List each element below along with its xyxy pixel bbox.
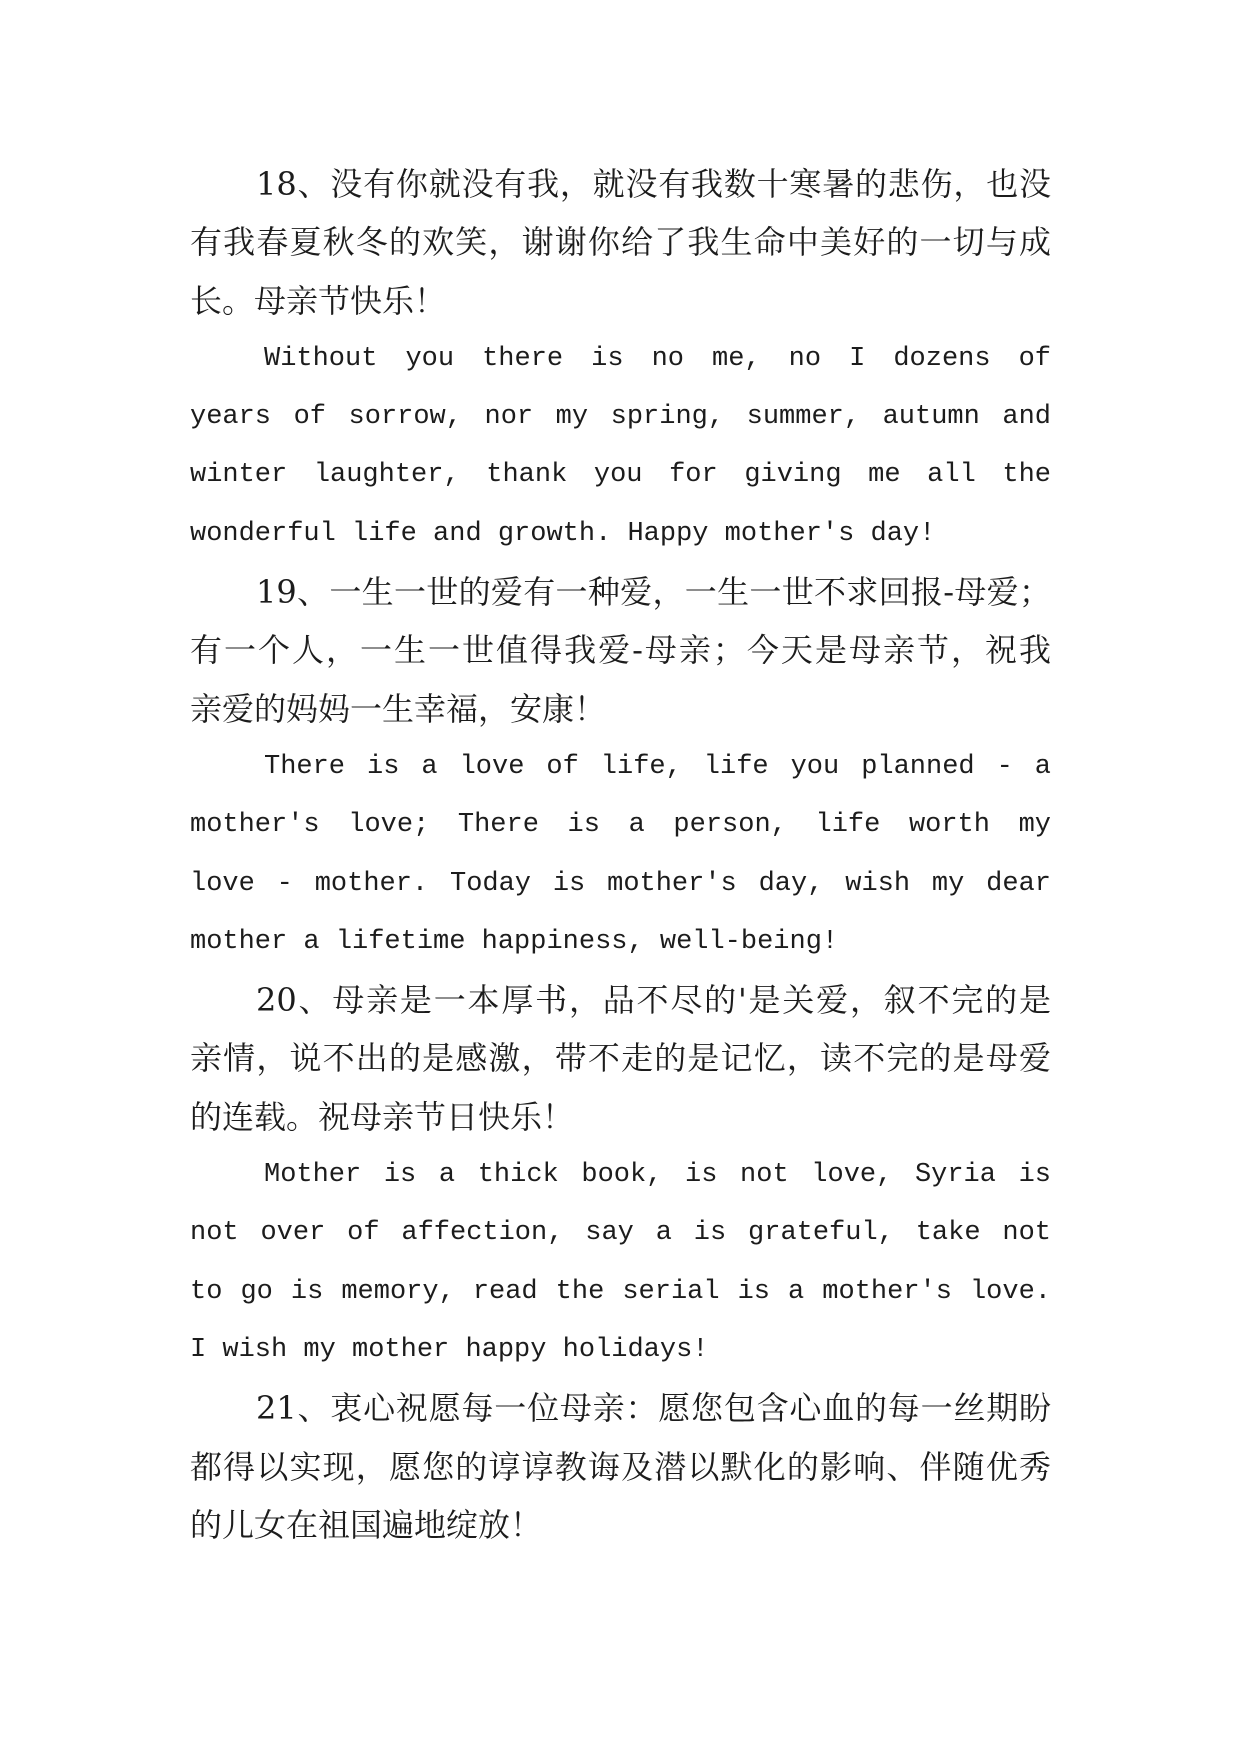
text-line: 亲情，说不出的是感激，带不走的是记忆，读不完的是母爱 xyxy=(190,1039,1051,1078)
text-line: 的儿女在祖国遍地绽放！ xyxy=(190,1505,543,1544)
text-line: I wish my mother happy holidays! xyxy=(190,1334,709,1365)
text-line: Mother is a thick book, is not love, Syria is xyxy=(264,1160,1051,1191)
paragraph-21-chinese xyxy=(190,1379,1051,1554)
text-line: winter laughter, thank you for giving me all the xyxy=(190,460,1051,491)
text-line: to go is memory, read the serial is a mother's love. xyxy=(190,1276,1051,1307)
text-line: years of sorrow, nor my spring, summer, autumn and xyxy=(190,402,1051,433)
paragraph-19-english xyxy=(190,738,1051,971)
paragraph-20-english xyxy=(190,1146,1051,1379)
text-line: 20、母亲是一本厚书，品不尽的'是关爱，叙不完的是 xyxy=(256,981,1051,1020)
text-line: 19、一生一世的爱有一种爱，一生一世不求回报-母爱； xyxy=(256,573,1051,612)
text-line: 长。母亲节快乐！ xyxy=(190,281,447,320)
text-line: wonderful life and growth. Happy mother's day! xyxy=(190,518,936,549)
text-line: 有我春夏秋冬的欢笑，谢谢你给了我生命中美好的一切与成 xyxy=(190,223,1051,262)
paragraph-18-english xyxy=(190,330,1051,563)
text-line: 的连载。祝母亲节日快乐！ xyxy=(190,1097,575,1136)
text-line: Without you there is no me, no I dozens of xyxy=(264,343,1051,374)
text-line: 有一个人，一生一世值得我爱-母亲；今天是母亲节，祝我 xyxy=(190,631,1051,670)
text-line: 亲爱的妈妈一生幸福，安康！ xyxy=(190,689,607,728)
paragraph-18-chinese xyxy=(190,155,1051,330)
text-line: 18、没有你就没有我，就没有我数十寒暑的悲伤，也没 xyxy=(256,165,1051,203)
text-line: mother a lifetime happiness, well-being! xyxy=(190,926,839,957)
text-line: There is a love of life, life you planned - a xyxy=(264,751,1051,782)
text-line: mother's love; There is a person, life worth my xyxy=(190,810,1051,841)
document-body xyxy=(190,155,1051,1554)
text-line: 都得以实现，愿您的谆谆教诲及潜以默化的影响、伴随优秀 xyxy=(190,1447,1051,1486)
text-line: 21、衷心祝愿每一位母亲：愿您包含心血的每一丝期盼 xyxy=(256,1389,1051,1428)
paragraph-19-chinese xyxy=(190,563,1051,738)
text-line: love - mother. Today is mother's day, wish my dear xyxy=(190,868,1051,899)
paragraph-20-chinese xyxy=(190,971,1051,1146)
text-line: not over of affection, say a is grateful, take not xyxy=(190,1218,1051,1249)
